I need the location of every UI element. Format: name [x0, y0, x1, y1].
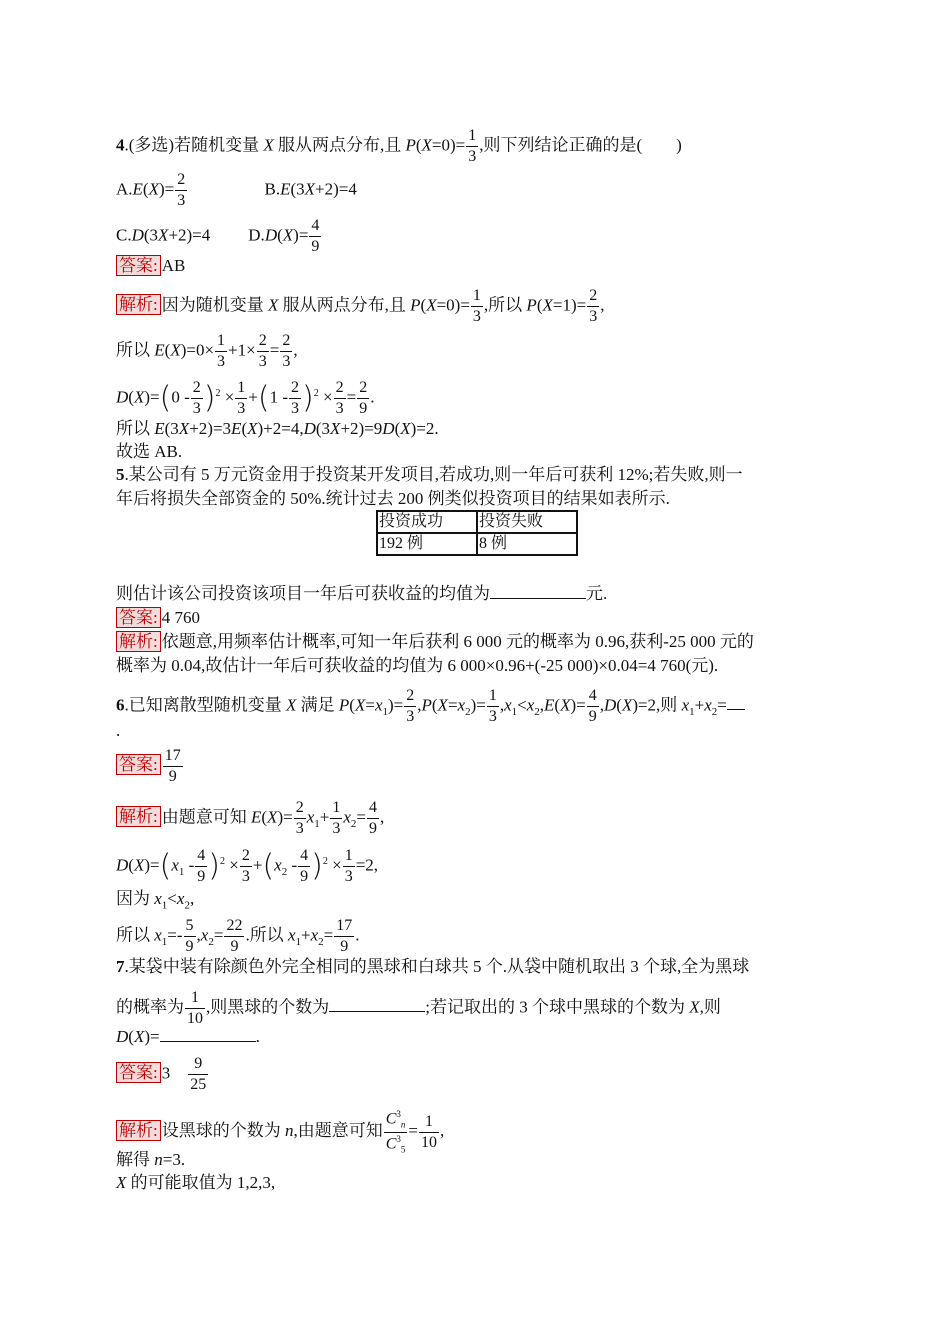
q7-answer: 答案: 3 $\frac{9}{25}$ — [116, 1056, 209, 1093]
analysis-tag: 解析: — [116, 806, 161, 827]
q4-analysis-2: 所以 E(X)=0× $\frac{1}{3}$ +1× $\frac{2}{3}$ = $\frac{2}{3}$ , — [116, 332, 298, 370]
q4-analysis-1: 解析: 因为随机变量 X 服从两点分布,且 P(X=0)= $\frac{1}{3}$ ,所以 P(X=1)= $\frac{2}{3}$ , — [116, 288, 604, 325]
q4-answer: 答案: AB — [116, 255, 185, 277]
q6-analysis-4: 所以 $x_1=-$ $\frac{5}{9}$ $,x_2=$ $\frac{22}{9}$ .所以 $x_1+x_2=$ $\frac{17}{9}$ . — [116, 917, 360, 955]
answer-tag: 答案: — [116, 607, 161, 628]
q4-analysis-3: D(X)=(0 - $\frac{2}{3}$ )$^2$ × $\frac{1}{3}$ +(1 - $\frac{2}{3}$ )$^2$ × $\frac{2}{3}$ = $\frac{2}{9}$ . — [116, 379, 375, 417]
q5-stem-1: 5.某公司有 5 万元资金用于投资某开发项目,若成功,则一年后可获利 12%;若失败,则一 — [116, 465, 743, 484]
answer-tag: 答案: — [116, 255, 161, 276]
analysis-tag: 解析: — [116, 1120, 161, 1141]
q5-analysis-2: 概率为 0.04,故估计一年后可获收益的均值为 6 000×0.96+(-25 000)×0.04=4 760(元). — [116, 656, 719, 675]
q7-analysis-2: 解得 n=3. — [116, 1150, 186, 1169]
q4-options-cd: C.D(3X+2)=4 D.D(X)= $\frac{4}{9}$ — [116, 217, 320, 255]
table-cell: 8 例 — [477, 533, 577, 555]
q5-stem-3: 则估计该公司投资该项目一年后可获收益的均值为 元. — [116, 584, 608, 603]
q6-period: . — [116, 721, 121, 740]
q4-analysis-4: 所以 E(3X+2)=3E(X)+2=4,D(3X+2)=9D(X)=2. — [116, 419, 439, 438]
answer-tag: 答案: — [116, 754, 161, 775]
q6-stem: 6.已知离散型随机变量 X 满足 $P(X=x_1)=$ $\frac{2}{3}$ $,P(X=x_2)=$ $\frac{1}{3}$ $,x_1<x_2,E(X)=$ $\frac{4}{9}$ ,D(X)=2,则 $x_1+x_2=$ — [116, 688, 745, 725]
table-cell: 192 例 — [377, 533, 477, 555]
answer-tag: 答案: — [116, 1062, 161, 1083]
analysis-tag: 解析: — [116, 294, 161, 315]
q6-analysis-3: 因为 $x_1<x_2$, — [116, 889, 195, 912]
q7-analysis-1: 解析: 设黑球的个数为 n,由题意可知 $\frac{C^3_n}{C^3_5}$ = $\frac{1}{10}$ , — [116, 1110, 444, 1154]
table-header: 投资成功 — [377, 511, 477, 533]
q4-stem: 4.(多选)若随机变量 X 服从两点分布,且 P(X=0)= $\frac{1}{3}$ ,则下列结论正确的是( ) — [116, 127, 682, 165]
table-row — [377, 511, 577, 533]
q7-stem-3: D(X)= . — [116, 1027, 260, 1046]
q5-answer: 答案: 4 760 — [116, 607, 200, 629]
q7-stem-1: 7.某袋中装有除颜色外完全相同的黑球和白球共 5 个.从袋中随机取出 3 个球,全为黑球 — [116, 957, 750, 976]
table-row — [377, 533, 577, 555]
q6-answer: 答案: $\frac{17}{9}$ — [116, 748, 184, 785]
q4-analysis-5: 故选 AB. — [116, 442, 183, 461]
q5-stem-2: 年后将损失全部资金的 50%.统计过去 200 例类似投资项目的结果如表所示. — [116, 489, 670, 508]
q4-options-ab: A.E(X)= $\frac{2}{3}$ B.E(3X+2)=4 — [116, 171, 357, 209]
q7-stem-2: 的概率为 $\frac{1}{10}$ ,则黑球的个数为 ;若记取出的 3 个球中黑球的个数为 X,则 — [116, 989, 721, 1027]
investment-table — [376, 510, 578, 556]
table-header: 投资失败 — [477, 511, 577, 533]
analysis-tag: 解析: — [116, 631, 161, 652]
q6-analysis-1: 解析: 由题意可知 E(X)= $\frac{2}{3}$ $x_1+$ $\frac{1}{3}$ $x_2=$ $\frac{4}{9}$ , — [116, 800, 384, 837]
q6-analysis-2: $D(X)=(x_1$ - $\frac{4}{9}$ )$^2$ × $\frac{2}{3}$ $+(x_2$ - $\frac{4}{9}$ )$^2$ × $\frac{1}{3}$ =2, — [116, 847, 379, 885]
q7-analysis-3: X 的可能取值为 1,2,3, — [116, 1173, 276, 1192]
q5-analysis-1: 解析: 依题意,用频率估计概率,可知一年后获利 6 000 元的概率为 0.96,获利-25 000 元的 — [116, 631, 754, 653]
